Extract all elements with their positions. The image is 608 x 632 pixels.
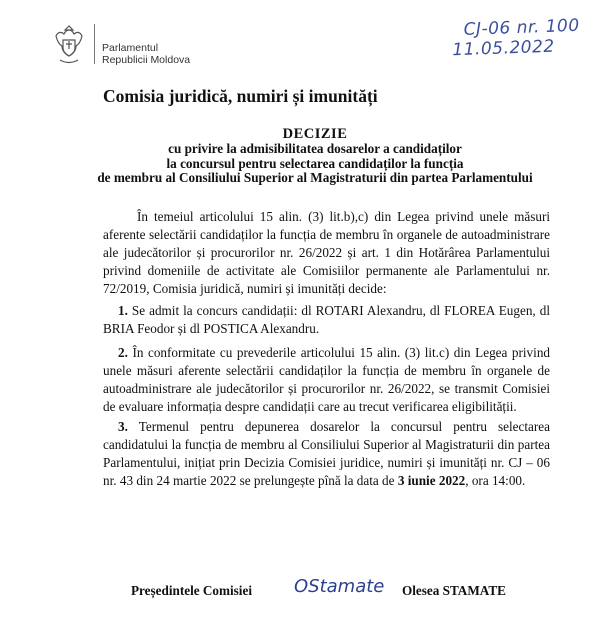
decision-heading: DECIZIE [282, 126, 348, 142]
decision-item-3 [103, 418, 550, 490]
moldova-coat-of-arms-icon [50, 22, 88, 66]
decision-title [30, 127, 600, 186]
preamble-paragraph: În temeiul articolului 15 alin. (3) lit.b),c) din Legea privind unele măsuri aferente selectării candidaților la funcția de membru în organele de autoadministrare ale judecătorilor și procurorilor nr. 26/2022 și art. 1 din Hotărârea Parlamentului privind domeniile de activitate ale Comisiilor permanente ale Parlamentului nr. 72/2019, Comisia juridică, numiri și imunități decide: [103, 209, 550, 296]
decision-subject-line3: de membru al Consiliului Superior al Magistraturii din partea Parlamentului [97, 170, 533, 186]
item-number: 1. [118, 303, 128, 318]
item-text: Termenul pentru depunerea dosarelor la concursul pentru selectarea candidatului la funcția de membru al Consiliului Superior al Magistraturii din partea Parlamentului, inițiat prin Decizia Comisiei juridice, numiri și imunități nr. CJ – 06 nr. 43 din 24 martie 2022 se prelungește pînă la data de [103, 419, 550, 488]
signatory-first-name: Olesea [402, 583, 440, 598]
registration-number: CJ-06 nr. 100 [463, 15, 580, 40]
parliament-name-line1: Parlamentul [102, 42, 159, 54]
item-number: 3. [118, 419, 128, 434]
decision-item-1 [103, 302, 550, 338]
deadline-date: 3 iunie 2022 [397, 473, 466, 488]
registration-date: 11.05.2022 [452, 36, 556, 61]
commission-name: Comisia juridică, numiri și imunități [103, 86, 378, 106]
handwritten-signature [290, 572, 390, 608]
item-text-end: , ora 14:00. [465, 473, 526, 488]
parliament-name [102, 42, 190, 66]
item-text: În conformitate cu prevederile articolului 15 alin. (3) lit.c) din Legea privind unele măsuri aferente selectării candidaților la funcția de membru în organele de autoadministrare ale judecătorilor și procurorilor nr. 26/2022, se transmit Comisiei de evaluare informația despre candidații care au trecut verificarea eligibilității. [103, 345, 551, 414]
parliament-name-line2: Republicii Moldova [102, 54, 191, 66]
handwritten-registration-note [451, 16, 580, 60]
header-divider [94, 24, 95, 64]
item-text: Se admit la concurs candidații: dl ROTARI Alexandru, dl FLOREA Eugen, dl BRIA Feodor și dl POSTICA Alexandru. [103, 303, 550, 336]
signatory-role: Președintele Comisiei [131, 583, 252, 598]
signature-scribble: OStamate [294, 576, 385, 597]
signatory-name [402, 583, 506, 599]
signatory-last-name: STAMATE [442, 583, 506, 598]
item-number: 2. [118, 345, 128, 360]
decision-subject-line1: cu privire la admisibilitatea dosarelor a candidaților [168, 140, 462, 156]
decision-item-2 [103, 344, 550, 416]
decision-subject-line2: la concursul pentru selectarea candidaților la funcția [166, 155, 464, 171]
